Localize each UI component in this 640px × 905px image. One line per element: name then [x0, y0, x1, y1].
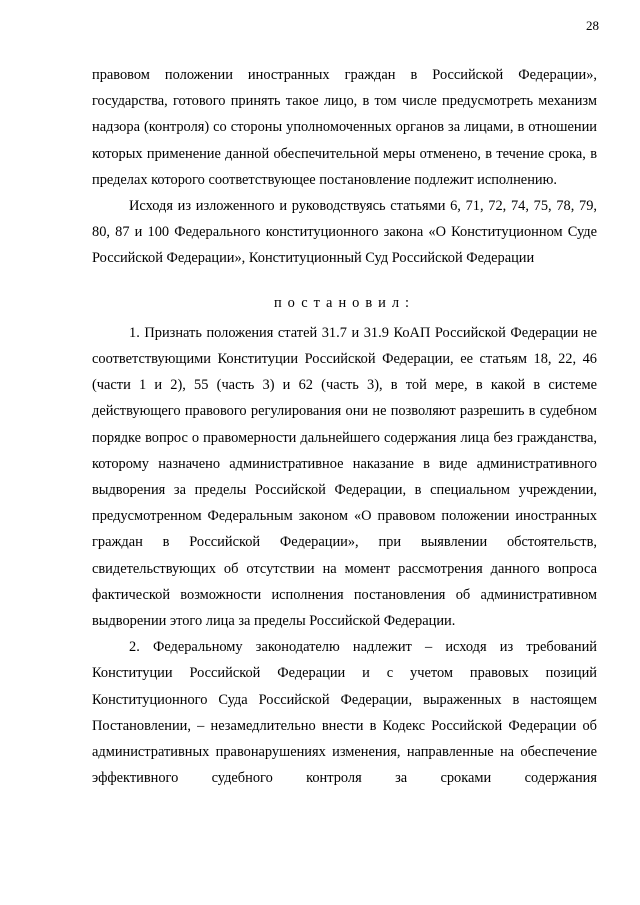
- paragraph-item-2: 2. Федеральному законодателю надлежит – исходя из требований Конституции Российской Федерации и с учетом правовых позиций Конституционного Суда Российской Федерации, выраженных в настоящем Постановлении, – незамедлительно внести в Кодекс Российской Федерации об административных правонарушениях изменения, направленные на обеспечение эффективного судебного контроля за сроками содержания: [92, 639, 597, 787]
- document-body: [92, 62, 597, 791]
- paragraph-continuation: правовом положении иностранных граждан в Российской Федерации», государства, готового принять такое лицо, в том числе предусмотреть механизм надзора (контроля) со стороны уполномоченных органов за лицами, в отношении которых применение данной обеспечительной меры отменено, в течение срока, в пределах которого соответствующее постановление подлежит исполнению.: [92, 67, 597, 188]
- resolution-heading: постановил:: [273, 294, 416, 311]
- paragraph-item-1: 1. Признать положения статей 31.7 и 31.9 КоАП Российской Федерации не соответствующими Конституции Российской Федерации, ее статьям 18, 22, 46 (части 1 и 2), 55 (часть 3) и 62 (часть 3), в той мере, в какой в системе действующего правового регулирования они не позволяют разрешить в судебном порядке вопрос о правомерности дальнейшего содержания лица без гражданства, которому назначено административное наказание в виде административного выдворения за пределы Российской Федерации, в специальном учреждении, предусмотренном Федеральным законом «О правовом положении иностранных граждан в Российской Федерации», при выявлении обстоятельств, свидетельствующих об отсутствии на момент рассмотрения данного вопроса фактической возможности исполнения постановления об административном выдворении этого лица за пределы Российской Федерации.: [92, 324, 597, 630]
- page-number: 28: [586, 18, 599, 33]
- paragraph-basis: Исходя из изложенного и руководствуясь статьями 6, 71, 72, 74, 75, 78, 79, 80, 87 и 100 Федерального конституционного закона «О Конституционном Суде Российской Федерации», Конституционный Суд Российской Федерации: [92, 198, 597, 267]
